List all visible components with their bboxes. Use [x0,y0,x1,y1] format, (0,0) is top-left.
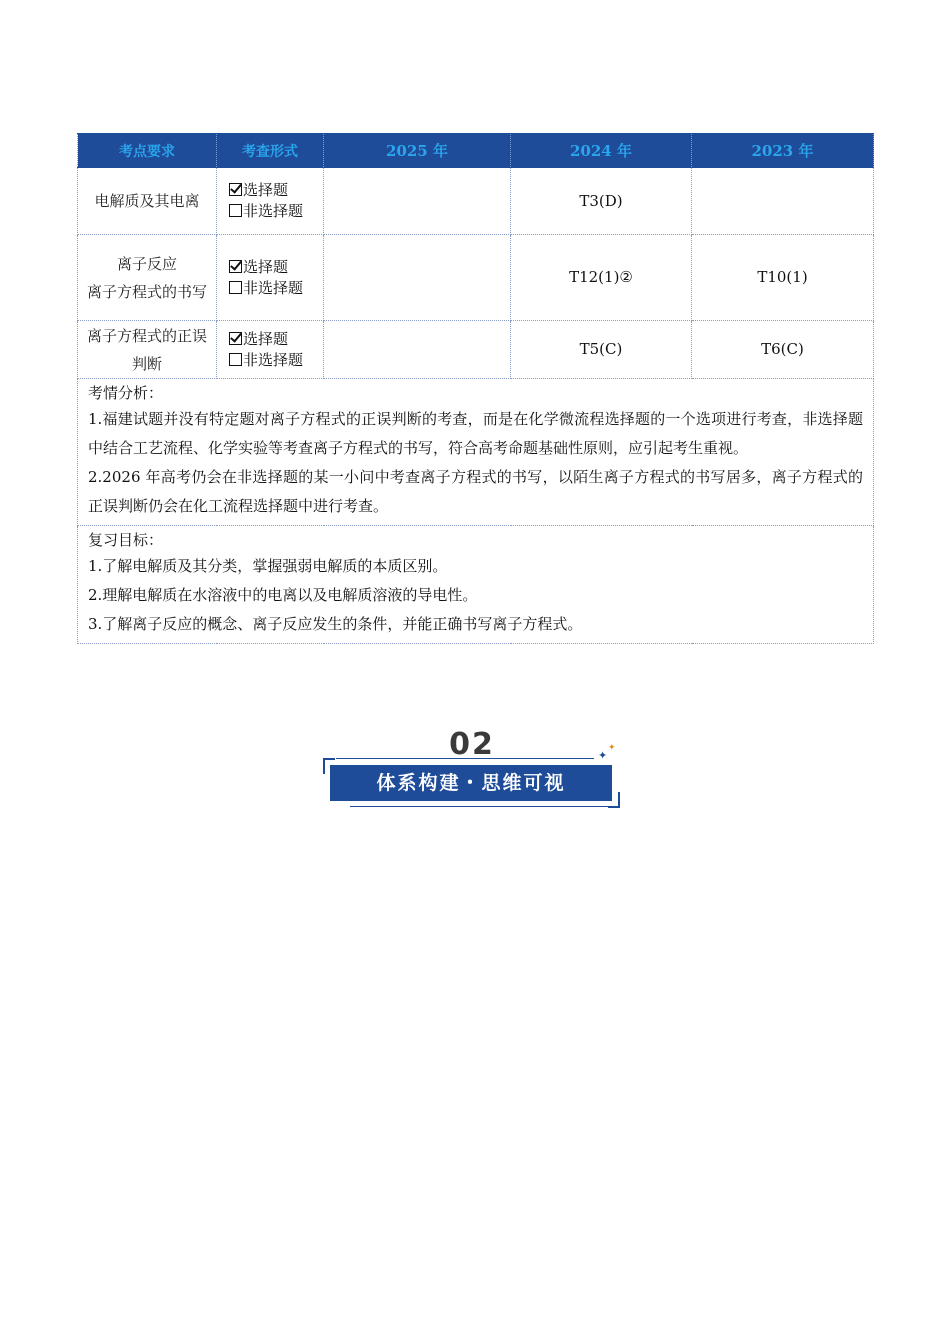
section-title: 体系构建・思维可视 [330,765,612,801]
table-row [78,235,874,321]
table-row [78,168,874,235]
header-topic: 考点要求 [78,134,217,168]
exam-analysis-table [77,133,874,644]
nonchoice-checkbox [229,350,317,371]
sparkle-icon: ✦ [598,749,608,762]
empty-box-icon [229,204,242,217]
topic-cell: 离子方程式的正误判断 [78,321,217,379]
empty-box-icon [229,281,242,294]
section-number: 02 [449,727,495,762]
goal-item: 3.了解离子反应的概念、离子反应发生的条件，并能正确书写离子方程式。 [88,615,583,633]
nonchoice-label: 非选择题 [243,350,304,369]
topic-cell: 离子反应 离子方程式的书写 [78,235,217,321]
cell-2025 [324,168,511,235]
goals-cell [78,526,874,644]
analysis-paragraph: 1.福建试题并没有特定题对离子方程式的正误判断的考查，而是在化学微流程选择题的一个选项进行考查，非选择题中结合工艺流程、化学实验等考查离子方程式的书写，符合高考命题基础性原则，应引起考生重视。 [88,410,863,457]
choice-checkbox [229,257,317,278]
choice-label: 选择题 [243,181,289,199]
form-cell [217,235,324,321]
cell-2025 [324,321,511,379]
empty-box-icon [229,353,242,366]
checked-box-icon [229,332,242,345]
choice-label: 选择题 [243,257,289,276]
checked-box-icon [229,260,242,273]
analysis-title: 考情分析： [88,384,164,402]
table-row [78,321,874,379]
section-banner [322,728,622,810]
cell-2023: T6(C) [692,321,874,379]
checked-box-icon [229,183,242,196]
header-2023: 2023 年 [692,134,874,168]
cell-2024: T3(D) [511,168,692,235]
nonchoice-checkbox [229,278,317,299]
cell-2024: T12(1)② [511,235,692,321]
cell-2024: T5(C) [511,321,692,379]
cell-2023: T10(1) [692,235,874,321]
nonchoice-label: 非选择题 [243,278,304,297]
bracket-right-decoration [608,792,620,808]
topic-cell: 电解质及其电离 [78,168,217,235]
sparkle-small-icon: ✦ [608,743,616,753]
analysis-cell [78,379,874,526]
goal-item: 1.了解电解质及其分类，掌握强弱电解质的本质区别。 [88,557,448,575]
nonchoice-checkbox [229,201,317,222]
analysis-paragraph: 2.2026 年高考仍会在非选择题的某一小问中考查离子方程式的书写，以陌生离子方程式的书写居多，离子方程式的正误判断仍会在化工流程选择题中进行考查。 [88,468,863,515]
choice-checkbox [229,329,317,350]
cell-2025 [324,235,511,321]
choice-label: 选择题 [243,329,289,348]
banner-bottom-line [350,806,608,807]
form-cell [217,321,324,379]
goals-title: 复习目标： [88,531,164,549]
banner-top-line [336,758,594,759]
analysis-row [78,379,874,526]
header-form: 考查形式 [217,134,324,168]
form-cell [217,168,324,235]
header-2025: 2025 年 [324,134,511,168]
cell-2023 [692,168,874,235]
header-2024: 2024 年 [511,134,692,168]
nonchoice-label: 非选择题 [243,202,304,220]
choice-checkbox [229,180,317,201]
table-header-row [78,134,874,168]
goals-row [78,526,874,644]
goal-item: 2.理解电解质在水溶液中的电离以及电解质溶液的导电性。 [88,586,478,604]
